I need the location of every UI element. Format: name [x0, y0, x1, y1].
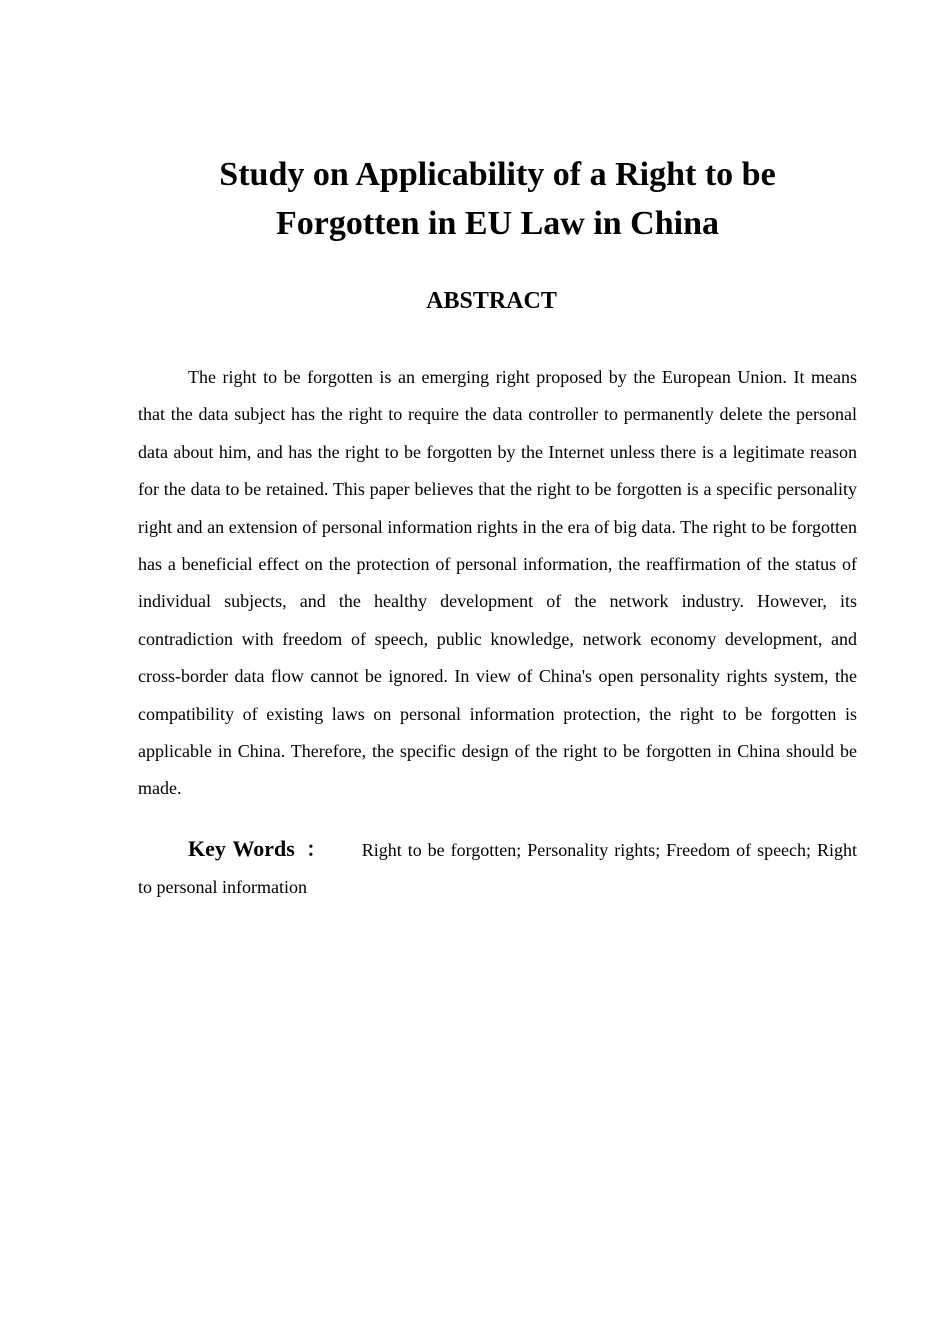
keywords-paragraph: [138, 830, 857, 906]
abstract-heading: ABSTRACT: [426, 288, 557, 314]
keywords-colon: ：: [304, 839, 328, 861]
abstract-paragraph: The right to be forgotten is an emerging right proposed by the European Union. It means that the data subject has the right to require the data controller to permanently delete the personal data about him, and has the right to be forgotten by the Internet unless there is a legitimate reason for the data to be retained. This paper believes that the right to be forgotten is a specific personality right and an extension of personal information rights in the era of big data. The right to be forgotten has a beneficial effect on the protection of personal information, the reaffirmation of the status of individual subjects, and the healthy development of the network industry. However, its contradiction with freedom of speech, public knowledge, network economy development, and cross-border data flow cannot be ignored. In view of China's open personality rights system, the compatibility of existing laws on personal information protection, the right to be forgotten is applicable in China. Therefore, the specific design of the right to be forgotten in China should be made.: [138, 367, 857, 799]
paper-title-line-2: Forgotten in EU Law in China: [276, 205, 719, 242]
keywords-text: Right to be forgotten; Personality rights; Freedom of speech; Right to personal information: [138, 840, 858, 897]
paper-title-line-1: Study on Applicability of a Right to be: [219, 156, 776, 193]
keywords-label: Key Words: [188, 836, 295, 861]
paper-title: [138, 150, 857, 248]
